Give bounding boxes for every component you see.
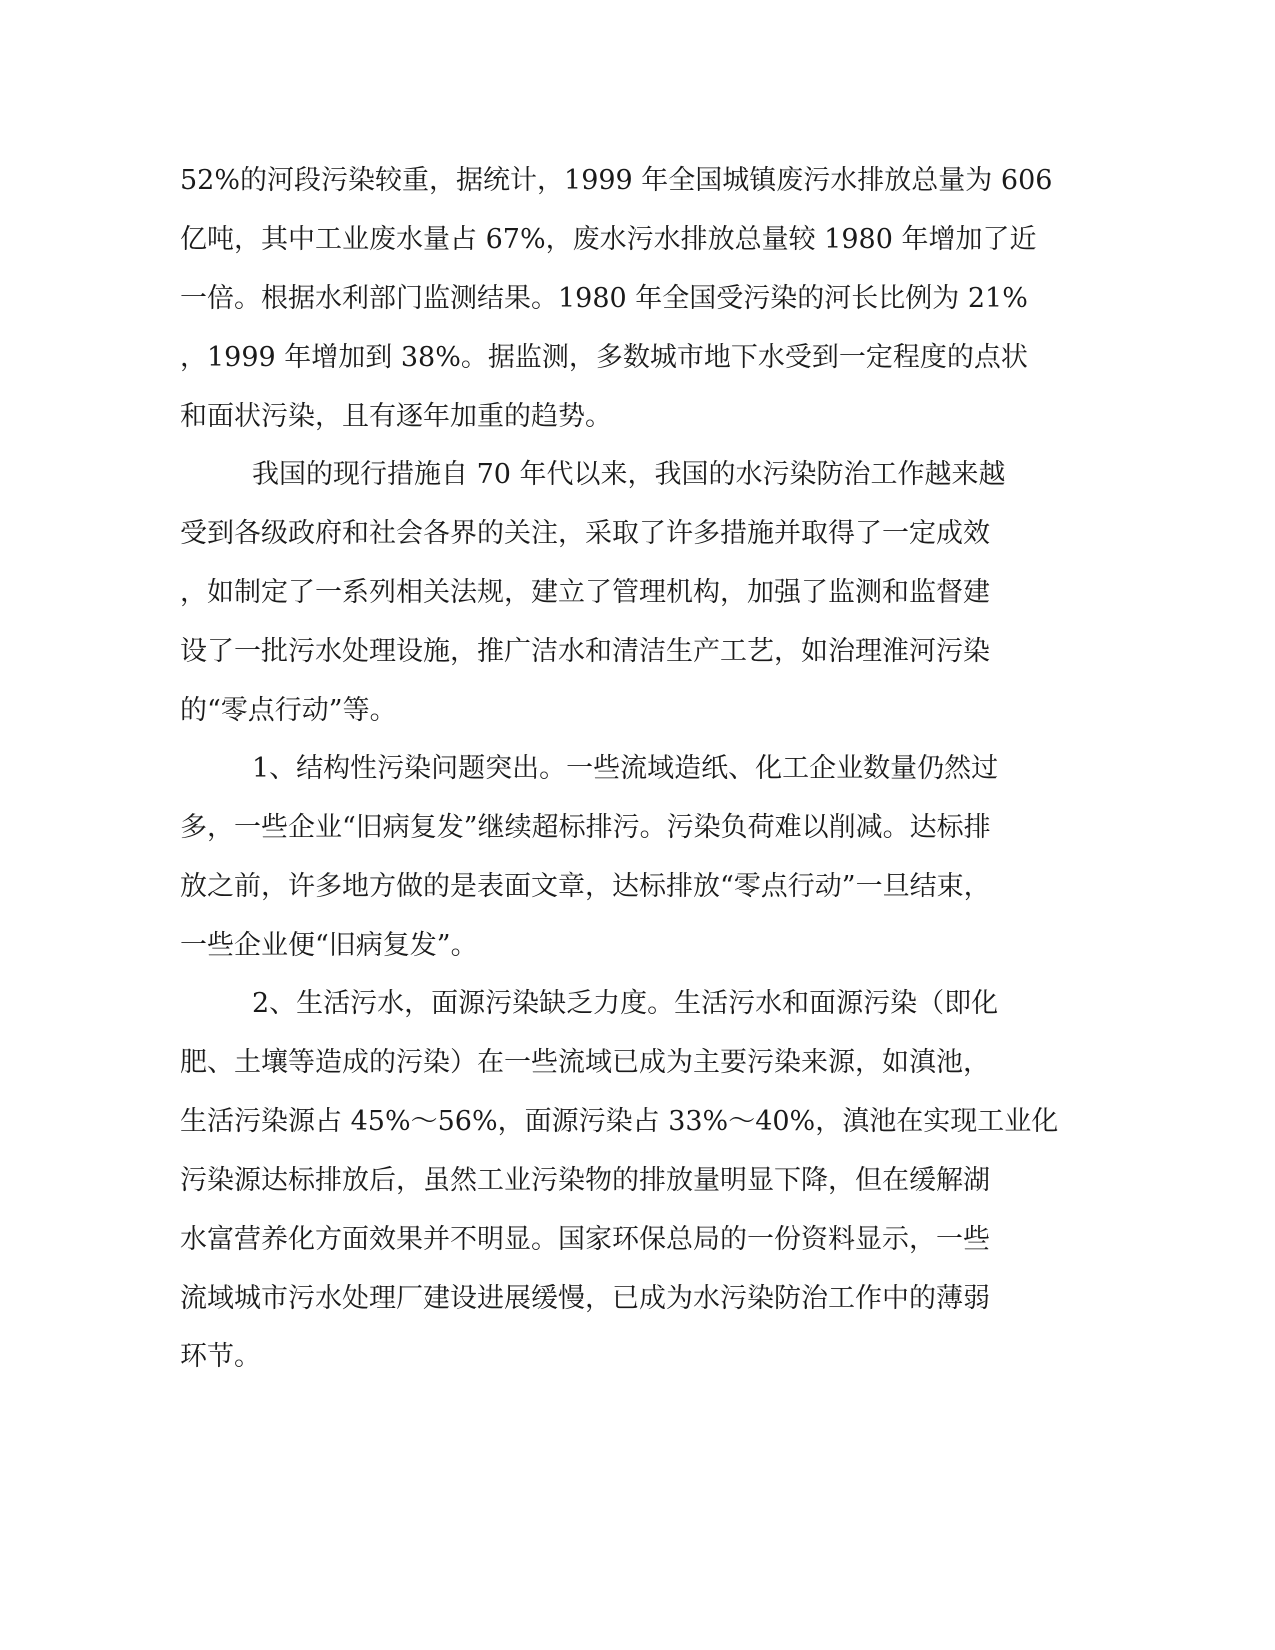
text-line: 的“零点行动”等。 xyxy=(180,695,397,726)
text-line: 52%的河段污染较重，据统计，1999 年全国城镇废污水排放总量为 606 xyxy=(180,165,1053,196)
text-line: 我国的现行措施自 70 年代以来，我国的水污染防治工作越来越 xyxy=(252,459,1006,490)
text-line: 水富营养化方面效果并不明显。国家环保总局的一份资料显示，一些 xyxy=(180,1224,990,1255)
text-line: 肥、土壤等造成的污染）在一些流域已成为主要污染来源，如滇池， xyxy=(180,1047,990,1078)
text-line: ，1999 年增加到 38%。据监测，多数城市地下水受到一定程度的点状 xyxy=(180,342,1028,373)
text-line: 2、生活污水，面源污染缺乏力度。生活污水和面源污染（即化 xyxy=(252,988,999,1019)
text-line: 亿吨，其中工业废水量占 67%，废水污水排放总量较 1980 年增加了近 xyxy=(180,224,1037,255)
text-line: 污染源达标排放后，虽然工业污染物的排放量明显下降，但在缓解湖 xyxy=(180,1165,990,1196)
text-line: 环节。 xyxy=(180,1341,261,1372)
text-line: 放之前，许多地方做的是表面文章，达标排放“零点行动”一旦结束， xyxy=(180,871,991,902)
text-line: 一些企业便“旧病复发”。 xyxy=(180,930,478,961)
text-line: 流域城市污水处理厂建设进展缓慢，已成为水污染防治工作中的薄弱 xyxy=(180,1283,990,1314)
text-line: 多，一些企业“旧病复发”继续超标排污。污染负荷难以削减。达标排 xyxy=(180,812,991,843)
text-line: 1、结构性污染问题突出。一些流域造纸、化工企业数量仍然过 xyxy=(252,753,999,784)
text-line: 设了一批污水处理设施，推广洁水和清洁生产工艺，如治理淮河污染 xyxy=(180,636,990,667)
text-line: ，如制定了一系列相关法规，建立了管理机构，加强了监测和监督建 xyxy=(180,577,990,608)
text-line: 和面状污染，且有逐年加重的趋势。 xyxy=(180,401,612,432)
text-line: 一倍。根据水利部门监测结果。1980 年全国受污染的河长比例为 21% xyxy=(180,283,1028,314)
text-line: 生活污染源占 45%～56%，面源污染占 33%～40%，滇池在实现工业化 xyxy=(180,1106,1059,1137)
text-line: 受到各级政府和社会各界的关注，采取了许多措施并取得了一定成效 xyxy=(180,518,990,549)
